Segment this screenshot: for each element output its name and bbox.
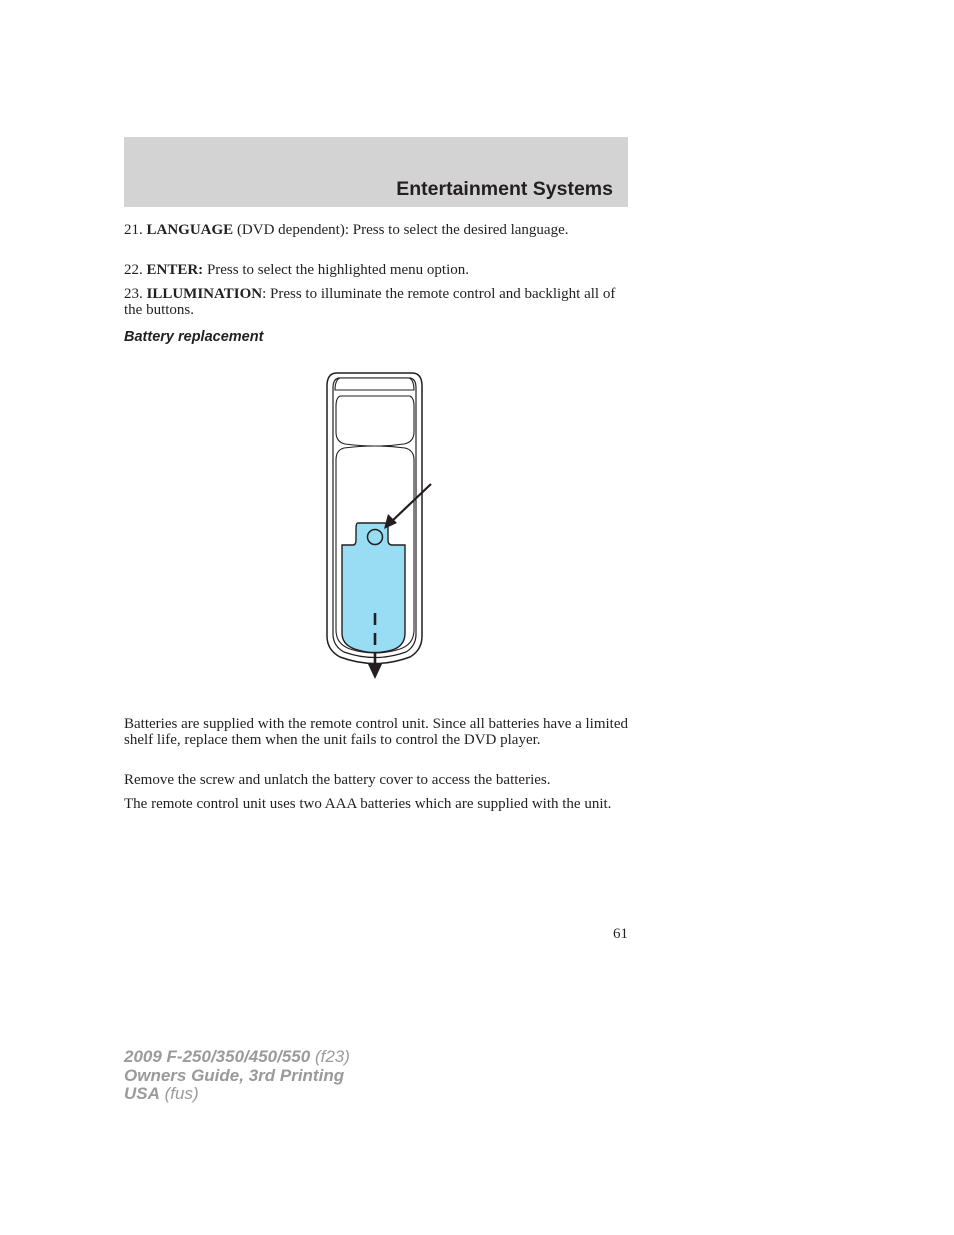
footer-market: USA (124, 1084, 160, 1103)
remote-control-drawing (300, 368, 460, 684)
section-header-band (124, 137, 628, 207)
remote-display-window (336, 396, 414, 446)
battery-replacement-heading: Battery replacement (124, 329, 264, 345)
list-item-language (124, 222, 628, 238)
paragraph-aaa-batteries: The remote control unit uses two AAA batteries which are supplied with the unit. (124, 796, 612, 812)
section-title: Entertainment Systems (396, 178, 613, 200)
screw-icon (368, 530, 383, 545)
list-item-number: 23. (124, 286, 143, 302)
paragraph-remove-screw: Remove the screw and unlatch the battery cover to access the batteries. (124, 772, 551, 788)
list-item-term: ILLUMINATION (146, 286, 263, 302)
footer-line-guide: Owners Guide, 3rd Printing (124, 1065, 345, 1085)
document-footer (124, 1048, 350, 1104)
footer-model: 2009 F-250/350/450/550 (124, 1047, 311, 1066)
list-item-number: 22. (124, 262, 143, 278)
list-item-description: : Press to illuminate the remote control and backlight all of the buttons. (124, 286, 616, 318)
remote-top-cap (335, 378, 414, 390)
list-item-enter (124, 262, 628, 278)
footer-line-model (124, 1048, 350, 1067)
list-item-description: Press to select the highlighted menu option. (203, 262, 469, 278)
remote-control-illustration (300, 368, 460, 684)
paragraph-batteries-supplied: Batteries are supplied with the remote control unit. Since all batteries have a limited shelf life, replace them when the unit fails to control the DVD player. (124, 716, 629, 748)
page-number: 61 (613, 926, 628, 942)
list-item-term: ENTER: (146, 262, 204, 278)
slide-arrow-head (368, 664, 382, 679)
footer-market-code: (fus) (159, 1084, 199, 1103)
list-item-number: 21. (124, 222, 143, 238)
footer-line-market (124, 1085, 350, 1104)
footer-model-code: (f23) (310, 1047, 350, 1066)
list-item-description: (DVD dependent): Press to select the desired language. (233, 222, 569, 238)
list-item-illumination (124, 286, 628, 318)
list-item-term: LANGUAGE (146, 222, 234, 238)
